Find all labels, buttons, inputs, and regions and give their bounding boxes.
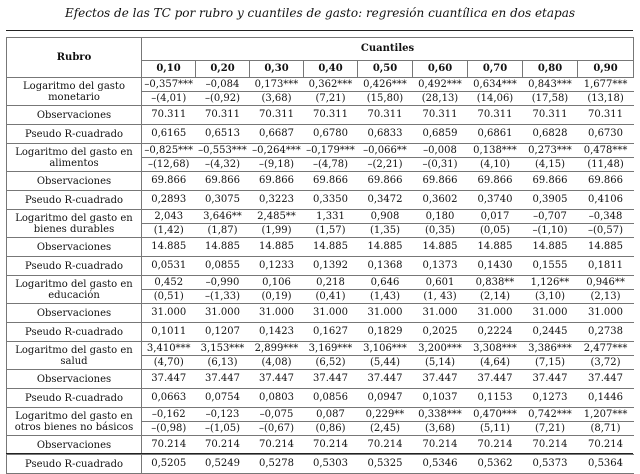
- t-stat-cell: (28,13): [413, 92, 468, 106]
- t-stat-cell: (5,11): [468, 422, 523, 436]
- pseudo-r2-cell: 0,6780: [304, 125, 358, 144]
- header-row-group: [7, 38, 634, 61]
- observations-cell: 69.866: [250, 172, 304, 191]
- coefficient-cell: –0,825***: [142, 144, 196, 158]
- pseudo-r2-cell: 0,2224: [468, 323, 523, 342]
- coefficient-cell: –0,123: [196, 408, 250, 422]
- pseudo-r2-cell: 0,2738: [578, 323, 634, 342]
- observations-cell: 14.885: [304, 238, 358, 257]
- observations-cell: 70.311: [142, 106, 196, 125]
- quantile-header: 0,60: [413, 61, 468, 78]
- t-stat-cell: –(1,10): [523, 224, 578, 238]
- t-stat-cell: –(4,78): [304, 158, 358, 172]
- pseudo-r2-cell: 0,0803: [250, 389, 304, 408]
- quantile-header: 0,10: [142, 61, 196, 78]
- observations-cell: 69.866: [304, 172, 358, 191]
- quantile-header: 0,30: [250, 61, 304, 78]
- pseudo-r2-cell: 0,1555: [523, 257, 578, 276]
- pseudo-r2-cell: 0,5362: [468, 455, 523, 474]
- t-stat-cell: (6,52): [304, 356, 358, 370]
- pseudo-r2-cell: 0,1037: [413, 389, 468, 408]
- t-stat-cell: –(1,05): [196, 422, 250, 436]
- t-stat-cell: (1,99): [250, 224, 304, 238]
- pseudo-r2-cell: 0,0855: [196, 257, 250, 276]
- observations-row: [7, 106, 634, 125]
- t-stat-cell: –(0,98): [142, 422, 196, 436]
- coefficient-cell: –0,075: [250, 408, 304, 422]
- t-stat-cell: (4,10): [468, 158, 523, 172]
- coefficient-cell: 0,478***: [578, 144, 634, 158]
- coefficient-cell: –0,008: [413, 144, 468, 158]
- t-stat-cell: –(0,67): [250, 422, 304, 436]
- observations-cell: 37.447: [468, 370, 523, 389]
- observations-cell: 70.214: [468, 436, 523, 455]
- observations-cell: 14.885: [523, 238, 578, 257]
- coefficient-cell: 0,742***: [523, 408, 578, 422]
- observations-cell: 31.000: [142, 304, 196, 323]
- observations-cell: 31.000: [304, 304, 358, 323]
- regression-table: [6, 37, 634, 474]
- t-stat-cell: –(4,01): [142, 92, 196, 106]
- pseudo-r2-row: [7, 257, 634, 276]
- t-stat-cell: (15,80): [358, 92, 413, 106]
- pseudo-r2-cell: 0,6687: [250, 125, 304, 144]
- coefficient-cell: –0,084: [196, 78, 250, 92]
- t-stat-cell: –(0,31): [413, 158, 468, 172]
- observations-cell: 70.311: [578, 106, 634, 125]
- coefficient-cell: 0,173***: [250, 78, 304, 92]
- observations-cell: 70.311: [523, 106, 578, 125]
- coefficient-cell: 0,452: [142, 276, 196, 290]
- pseudo-r2-cell: 0,6833: [358, 125, 413, 144]
- coefficient-cell: –0,162: [142, 408, 196, 422]
- pseudo-r2-label: Pseudo R-cuadrado: [7, 191, 142, 210]
- coefficient-cell: 0,634***: [468, 78, 523, 92]
- rubro-label: Logaritmo del gasto en otros bienes no básicos: [7, 408, 142, 436]
- coefficient-cell: 0,218: [304, 276, 358, 290]
- t-stat-cell: –(4,32): [196, 158, 250, 172]
- coefficient-cell: 3,308***: [468, 342, 523, 356]
- observations-label: Observaciones: [7, 238, 142, 257]
- observations-cell: 37.447: [413, 370, 468, 389]
- pseudo-r2-row: [7, 323, 634, 342]
- t-stat-cell: (1,43): [358, 290, 413, 304]
- coefficient-cell: 0,180: [413, 210, 468, 224]
- coefficient-cell: 3,200***: [413, 342, 468, 356]
- coefficient-cell: 0,338***: [413, 408, 468, 422]
- t-stat-cell: (6,13): [196, 356, 250, 370]
- quantile-header: 0,90: [578, 61, 634, 78]
- pseudo-r2-cell: 0,1811: [578, 257, 634, 276]
- coefficient-cell: 1,331: [304, 210, 358, 224]
- observations-cell: 37.447: [250, 370, 304, 389]
- coefficient-cell: 2,899***: [250, 342, 304, 356]
- coefficient-cell: 0,908: [358, 210, 413, 224]
- pseudo-r2-label: Pseudo R-cuadrado: [7, 125, 142, 144]
- observations-cell: 70.214: [304, 436, 358, 455]
- observations-label: Observaciones: [7, 304, 142, 323]
- pseudo-r2-cell: 0,1829: [358, 323, 413, 342]
- coefficient-cell: –0,553***: [196, 144, 250, 158]
- pseudo-r2-cell: 0,6513: [196, 125, 250, 144]
- coefficient-cell: 0,601: [413, 276, 468, 290]
- coefficient-cell: 0,843***: [523, 78, 578, 92]
- observations-cell: 69.866: [358, 172, 413, 191]
- bottom-rule: [6, 453, 633, 454]
- rubro-label: Logaritmo del gasto en educación: [7, 276, 142, 304]
- observations-cell: 70.214: [413, 436, 468, 455]
- observations-cell: 14.885: [413, 238, 468, 257]
- t-stat-cell: (11,48): [578, 158, 634, 172]
- rubro-label: Logaritmo del gasto monetario: [7, 78, 142, 106]
- pseudo-r2-cell: 0,5249: [196, 455, 250, 474]
- t-stat-cell: –(0,92): [196, 92, 250, 106]
- observations-cell: 37.447: [304, 370, 358, 389]
- pseudo-r2-row: [7, 125, 634, 144]
- pseudo-r2-cell: 0,1368: [358, 257, 413, 276]
- coefficient-cell: 0,838**: [468, 276, 523, 290]
- pseudo-r2-cell: 0,1423: [250, 323, 304, 342]
- observations-cell: 37.447: [142, 370, 196, 389]
- pseudo-r2-cell: 0,3350: [304, 191, 358, 210]
- observations-label: Observaciones: [7, 436, 142, 455]
- t-stat-cell: (1,87): [196, 224, 250, 238]
- coefficient-cell: 0,426***: [358, 78, 413, 92]
- pseudo-r2-label: Pseudo R-cuadrado: [7, 323, 142, 342]
- t-stat-cell: (1,57): [304, 224, 358, 238]
- t-stat-cell: (17,58): [523, 92, 578, 106]
- observations-cell: 31.000: [358, 304, 413, 323]
- observations-cell: 70.311: [196, 106, 250, 125]
- pseudo-r2-row: [7, 455, 634, 474]
- observations-cell: 70.214: [358, 436, 413, 455]
- observations-cell: 70.214: [250, 436, 304, 455]
- observations-cell: 70.214: [523, 436, 578, 455]
- observations-cell: 69.866: [578, 172, 634, 191]
- observations-cell: 31.000: [413, 304, 468, 323]
- t-stat-cell: –(12,68): [142, 158, 196, 172]
- coefficient-row: [7, 78, 634, 92]
- coefficient-cell: 1,126**: [523, 276, 578, 290]
- t-stat-cell: (0,19): [250, 290, 304, 304]
- pseudo-r2-cell: 0,6730: [578, 125, 634, 144]
- coefficient-cell: –0,179***: [304, 144, 358, 158]
- pseudo-r2-cell: 0,6828: [523, 125, 578, 144]
- pseudo-r2-cell: 0,1430: [468, 257, 523, 276]
- observations-cell: 14.885: [468, 238, 523, 257]
- coefficient-cell: 0,229**: [358, 408, 413, 422]
- coefficient-cell: 0,273***: [523, 144, 578, 158]
- pseudo-r2-cell: 0,3740: [468, 191, 523, 210]
- quantile-header: 0,80: [523, 61, 578, 78]
- t-stat-cell: (7,21): [304, 92, 358, 106]
- pseudo-r2-cell: 0,1373: [413, 257, 468, 276]
- observations-cell: 69.866: [413, 172, 468, 191]
- quantile-header: 0,50: [358, 61, 413, 78]
- t-stat-cell: (13,18): [578, 92, 634, 106]
- rubro-label: Logaritmo del gasto en alimentos: [7, 144, 142, 172]
- observations-cell: 37.447: [578, 370, 634, 389]
- pseudo-r2-cell: 0,1627: [304, 323, 358, 342]
- coefficient-cell: 2,043: [142, 210, 196, 224]
- observations-label: Observaciones: [7, 370, 142, 389]
- coefficient-row: [7, 408, 634, 422]
- observations-row: [7, 172, 634, 191]
- coefficient-cell: –0,348: [578, 210, 634, 224]
- observations-cell: 37.447: [196, 370, 250, 389]
- t-stat-cell: –(0,57): [578, 224, 634, 238]
- pseudo-r2-cell: 0,6165: [142, 125, 196, 144]
- t-stat-cell: –(1,33): [196, 290, 250, 304]
- t-stat-cell: (0,86): [304, 422, 358, 436]
- observations-cell: 70.311: [468, 106, 523, 125]
- t-stat-cell: –(9,18): [250, 158, 304, 172]
- observations-cell: 37.447: [523, 370, 578, 389]
- pseudo-r2-cell: 0,3602: [413, 191, 468, 210]
- t-stat-cell: (3,10): [523, 290, 578, 304]
- t-stat-cell: (4,64): [468, 356, 523, 370]
- t-stat-cell: (7,21): [523, 422, 578, 436]
- coefficient-cell: –0,990: [196, 276, 250, 290]
- observations-row: [7, 436, 634, 455]
- observations-cell: 31.000: [523, 304, 578, 323]
- pseudo-r2-cell: 0,5303: [304, 455, 358, 474]
- observations-cell: 69.866: [142, 172, 196, 191]
- observations-cell: 14.885: [250, 238, 304, 257]
- coefficient-cell: 0,470***: [468, 408, 523, 422]
- t-stat-cell: (2,45): [358, 422, 413, 436]
- observations-cell: 14.885: [196, 238, 250, 257]
- pseudo-r2-cell: 0,1207: [196, 323, 250, 342]
- pseudo-r2-label: Pseudo R-cuadrado: [7, 455, 142, 474]
- coefficient-cell: 1,207***: [578, 408, 634, 422]
- t-stat-cell: (0,05): [468, 224, 523, 238]
- observations-cell: 70.311: [358, 106, 413, 125]
- coefficient-cell: –0,707: [523, 210, 578, 224]
- pseudo-r2-cell: 0,1273: [523, 389, 578, 408]
- t-stat-cell: (8,71): [578, 422, 634, 436]
- coefficient-cell: 1,677***: [578, 78, 634, 92]
- t-stat-cell: (3,72): [578, 356, 634, 370]
- observations-label: Observaciones: [7, 172, 142, 191]
- observations-cell: 14.885: [358, 238, 413, 257]
- coefficient-cell: 0,362***: [304, 78, 358, 92]
- t-stat-cell: (7,15): [523, 356, 578, 370]
- t-stat-cell: (3,68): [413, 422, 468, 436]
- pseudo-r2-cell: 0,5346: [413, 455, 468, 474]
- rubro-label: Logaritmo del gasto en salud: [7, 342, 142, 370]
- pseudo-r2-cell: 0,5278: [250, 455, 304, 474]
- coefficient-row: [7, 276, 634, 290]
- t-stat-cell: (4,70): [142, 356, 196, 370]
- pseudo-r2-cell: 0,0531: [142, 257, 196, 276]
- pseudo-r2-cell: 0,4106: [578, 191, 634, 210]
- coefficient-row: [7, 144, 634, 158]
- pseudo-r2-cell: 0,6861: [468, 125, 523, 144]
- t-stat-cell: (14,06): [468, 92, 523, 106]
- pseudo-r2-cell: 0,3223: [250, 191, 304, 210]
- t-stat-cell: (1,35): [358, 224, 413, 238]
- coefficient-cell: 0,087: [304, 408, 358, 422]
- pseudo-r2-cell: 0,6859: [413, 125, 468, 144]
- coefficient-cell: 0,017: [468, 210, 523, 224]
- coefficient-row: [7, 210, 634, 224]
- observations-cell: 69.866: [468, 172, 523, 191]
- t-stat-cell: (3,68): [250, 92, 304, 106]
- observations-row: [7, 304, 634, 323]
- observations-cell: 70.311: [250, 106, 304, 125]
- t-stat-cell: (5,14): [413, 356, 468, 370]
- pseudo-r2-cell: 0,1153: [468, 389, 523, 408]
- observations-cell: 31.000: [578, 304, 634, 323]
- observations-cell: 31.000: [196, 304, 250, 323]
- pseudo-r2-cell: 0,2445: [523, 323, 578, 342]
- table-body: [7, 78, 634, 474]
- observations-cell: 70.311: [413, 106, 468, 125]
- observations-cell: 70.214: [196, 436, 250, 455]
- t-stat-cell: (2,14): [468, 290, 523, 304]
- observations-row: [7, 370, 634, 389]
- pseudo-r2-cell: 0,5325: [358, 455, 413, 474]
- t-stat-cell: (0,51): [142, 290, 196, 304]
- rubro-header: Rubro: [7, 38, 142, 78]
- pseudo-r2-cell: 0,5364: [578, 455, 634, 474]
- pseudo-r2-cell: 0,2893: [142, 191, 196, 210]
- pseudo-r2-cell: 0,0947: [358, 389, 413, 408]
- pseudo-r2-row: [7, 191, 634, 210]
- pseudo-r2-cell: 0,2025: [413, 323, 468, 342]
- observations-cell: 14.885: [142, 238, 196, 257]
- pseudo-r2-cell: 0,1392: [304, 257, 358, 276]
- pseudo-r2-cell: 0,3472: [358, 191, 413, 210]
- coefficient-cell: 0,646: [358, 276, 413, 290]
- t-stat-cell: (5,44): [358, 356, 413, 370]
- pseudo-r2-cell: 0,0754: [196, 389, 250, 408]
- quantile-header: 0,40: [304, 61, 358, 78]
- quantiles-group-header: Cuantiles: [142, 38, 634, 61]
- coefficient-cell: 3,169***: [304, 342, 358, 356]
- pseudo-r2-cell: 0,1446: [578, 389, 634, 408]
- pseudo-r2-cell: 0,0663: [142, 389, 196, 408]
- coefficient-cell: 3,386***: [523, 342, 578, 356]
- observations-cell: 31.000: [468, 304, 523, 323]
- t-stat-cell: (1,42): [142, 224, 196, 238]
- coefficient-cell: 0,138***: [468, 144, 523, 158]
- coefficient-cell: 3,153***: [196, 342, 250, 356]
- coefficient-cell: 2,477***: [578, 342, 634, 356]
- coefficient-cell: 0,946**: [578, 276, 634, 290]
- t-stat-cell: (4,15): [523, 158, 578, 172]
- pseudo-r2-cell: 0,0856: [304, 389, 358, 408]
- coefficient-cell: 3,646**: [196, 210, 250, 224]
- observations-label: Observaciones: [7, 106, 142, 125]
- observations-cell: 37.447: [358, 370, 413, 389]
- coefficient-row: [7, 342, 634, 356]
- observations-cell: 70.214: [578, 436, 634, 455]
- t-stat-cell: (1, 43): [413, 290, 468, 304]
- observations-cell: 14.885: [578, 238, 634, 257]
- coefficient-cell: –0,357***: [142, 78, 196, 92]
- pseudo-r2-cell: 0,3075: [196, 191, 250, 210]
- pseudo-r2-cell: 0,5373: [523, 455, 578, 474]
- t-stat-cell: (0,41): [304, 290, 358, 304]
- observations-cell: 70.214: [142, 436, 196, 455]
- observations-cell: 70.311: [304, 106, 358, 125]
- observations-cell: 31.000: [250, 304, 304, 323]
- t-stat-cell: (2,13): [578, 290, 634, 304]
- top-rule: [6, 30, 633, 31]
- rubro-label: Logaritmo del gasto en bienes durables: [7, 210, 142, 238]
- coefficient-cell: 0,106: [250, 276, 304, 290]
- quantile-header: 0,20: [196, 61, 250, 78]
- pseudo-r2-row: [7, 389, 634, 408]
- pseudo-r2-label: Pseudo R-cuadrado: [7, 257, 142, 276]
- t-stat-cell: (0,35): [413, 224, 468, 238]
- pseudo-r2-label: Pseudo R-cuadrado: [7, 389, 142, 408]
- coefficient-cell: 0,492***: [413, 78, 468, 92]
- observations-cell: 69.866: [523, 172, 578, 191]
- quantile-header: 0,70: [468, 61, 523, 78]
- pseudo-r2-cell: 0,3905: [523, 191, 578, 210]
- observations-row: [7, 238, 634, 257]
- pseudo-r2-cell: 0,1011: [142, 323, 196, 342]
- coefficient-cell: –0,264***: [250, 144, 304, 158]
- coefficient-cell: 2,485**: [250, 210, 304, 224]
- t-stat-cell: (4,08): [250, 356, 304, 370]
- observations-cell: 69.866: [196, 172, 250, 191]
- pseudo-r2-cell: 0,5205: [142, 455, 196, 474]
- pseudo-r2-cell: 0,1233: [250, 257, 304, 276]
- t-stat-cell: –(2,21): [358, 158, 413, 172]
- coefficient-cell: 3,410***: [142, 342, 196, 356]
- table-title: Efectos de las TC por rubro y cuantiles de gasto: regresión cuantílica en dos etapas: [64, 6, 576, 20]
- coefficient-cell: –0,066**: [358, 144, 413, 158]
- coefficient-cell: 3,106***: [358, 342, 413, 356]
